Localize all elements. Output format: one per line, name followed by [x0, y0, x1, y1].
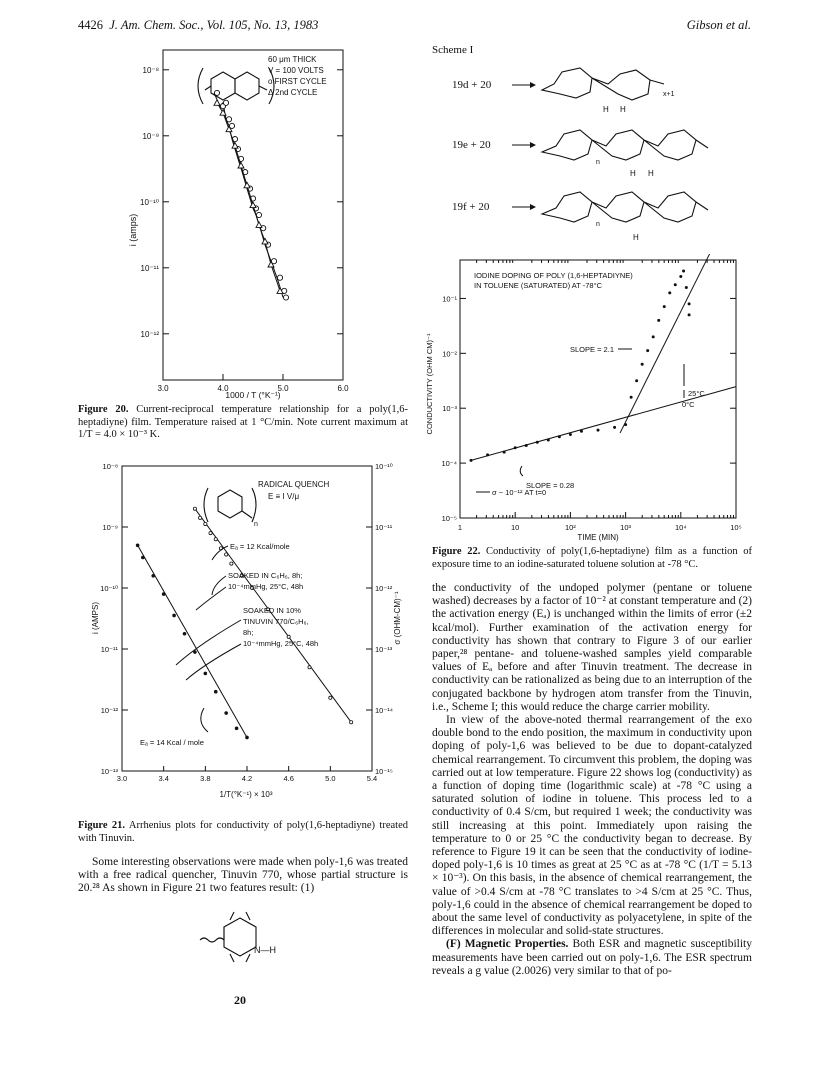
fig20-point-triangle — [214, 100, 220, 106]
scheme-row-0-sub: x+1 — [663, 91, 675, 98]
fig21-point-open — [214, 538, 217, 541]
right-paragraph-1: the conductivity of the undoped polymer (pentane or toluene washed) decreases by a factor of 10⁻² at constant temperature and (2) the activation energy (Eₐ) is unchanged within the limits of error (±2 kcal/mol). Further examination of the activation energy for conductivity has shown that contrary to Figure 3 of our earlier paper,²⁸ pentane- and toluene-washed samples yield comparable values of Eₐ before and after Tinuvin treatment. The decrease in conductivity can be rationalized as being due to an interruption of the conjugated backbone by hydrogen atom transfer from the Tinuvin, i.e., Scheme I; this would reduce the charge carrier mobility. — [432, 582, 752, 713]
fig21-point-filled — [151, 574, 155, 578]
fig21-xtick-label: 4.6 — [283, 774, 294, 783]
fig22-point — [646, 349, 649, 352]
fig21-point-open — [230, 562, 233, 565]
fig22-t0: σ ~ 10⁻¹² AT t=0 — [492, 488, 547, 497]
journal-citation: J. Am. Chem. Soc., Vol. 105, No. 13, 1983 — [109, 18, 319, 32]
fig20-ylabel: i (amps) — [128, 213, 138, 247]
fig21-ytick-label-left: 10⁻⁸ — [102, 462, 118, 471]
fig21-point-filled — [245, 736, 249, 740]
fig22-title1: IODINE DOPING OF POLY (1,6-HEPTADIYNE) — [474, 271, 633, 280]
fig22-point — [547, 439, 550, 442]
fig21-annotations — [140, 542, 318, 747]
fig21-point-filled — [214, 690, 218, 694]
figure-20-caption — [78, 404, 408, 442]
fig22-point — [635, 379, 638, 382]
right-paragraph-3 — [432, 938, 752, 978]
fig22-point — [652, 335, 655, 338]
fig20-point-circle — [214, 90, 219, 95]
fig22-point — [682, 269, 685, 272]
fig22-xtick-label: 10³ — [620, 523, 632, 532]
fig22-xtick-label: 10⁵ — [730, 523, 742, 532]
fig21-point-filled — [224, 711, 228, 715]
fig22-leaders — [476, 349, 684, 492]
fig21-ann-soak1-b: 10⁻⁴mmHg, 25°C, 48h — [228, 582, 304, 591]
scheme-row-0-h1: H — [603, 105, 609, 114]
fig22-point — [657, 319, 660, 322]
fig22-ylabel: CONDUCTIVITY (OHM CM)⁻¹ — [425, 333, 434, 435]
figure-21-caption — [78, 820, 408, 845]
fig21-xtick-label: 3.4 — [158, 774, 169, 783]
fig20-legend — [268, 55, 327, 97]
fig21-point-open — [199, 516, 202, 519]
fig21-point-open — [193, 507, 196, 510]
fig22-point — [558, 435, 561, 438]
fig22-point — [613, 426, 616, 429]
fig21-caption-label: Figure 21. — [78, 820, 126, 831]
fig21-point-filled — [172, 614, 176, 618]
fig21-ann-soak2-d: 10⁻⁴mmHg, 25°C, 48h — [243, 639, 319, 648]
fig22-point — [525, 444, 528, 447]
fig21-xtick-label: 4.2 — [241, 774, 253, 783]
scheme-row-1-sub: n — [596, 159, 600, 166]
figure-22-caption — [432, 546, 752, 571]
fig22-point — [503, 451, 506, 454]
fig21-point-filled — [235, 727, 239, 731]
fig20-point-circle — [277, 275, 282, 280]
fig21-point-filled — [136, 544, 140, 548]
fig22-point — [688, 313, 691, 316]
fig20-xtick-label: 5.0 — [277, 384, 289, 393]
scheme-row-2-label: 19f + 20 — [452, 201, 490, 213]
fig20-point-circle — [283, 295, 288, 300]
fig22-ytick-label: 10⁻⁵ — [441, 514, 457, 523]
page-header-left — [78, 18, 318, 33]
fig22-point — [597, 429, 600, 432]
fig22-point — [668, 291, 671, 294]
fig21-point-filled — [183, 632, 187, 636]
fig21-xtick-label: 5.4 — [366, 774, 378, 783]
fig22-point — [674, 283, 677, 286]
scheme-row-0-label: 19d + 20 — [452, 79, 492, 91]
fig21-point-filled — [141, 556, 145, 560]
fig21-ytick-label-left: 10⁻⁹ — [102, 523, 118, 532]
fig21-ytick-label-right: 10⁻¹⁵ — [375, 767, 393, 776]
fig22-xtick-label: 10 — [511, 523, 520, 532]
fig22-point — [685, 286, 688, 289]
fig21-series-line-0 — [195, 509, 351, 723]
fig20-ytick-label: 10⁻¹² — [140, 329, 159, 339]
page-header-authors: Gibson et al. — [686, 18, 751, 32]
left-paragraph-1: Some interesting observations were made when poly-1,6 was treated with a free radical quencher, Tinuvin 770, whose partial structure is 20.²⁸ As shown in Figure 21 two features result: (1) — [78, 856, 408, 895]
fig20-point-circle — [256, 212, 261, 217]
fig22-ytick-label: 10⁻⁴ — [441, 459, 457, 469]
figure-21 — [78, 450, 408, 802]
fig21-caption-text: Arrhenius plots for conductivity of poly(1,6-heptadiyne) treated with Tinuvin. — [78, 820, 408, 844]
fig22-point — [679, 275, 682, 278]
scheme-row-2-sub: n — [596, 221, 600, 228]
fig20-legend-2: o FIRST CYCLE — [268, 77, 327, 86]
scheme-row-1-h1: H — [630, 169, 636, 178]
right-paragraph-2: In view of the above-noted thermal rearrangement of the exo double bond to the endo position, the maximum in conductivity upon doping of poly-1,6 was believed to be due to dopant-catalyzed chemical rearrangement. To circumvent this problem, the doping was carried out at low temperature. Figure 22 shows log (conductivity) as a function of doping time (logarithmic scale) at -78 °C using a saturated solution of iodine in toluene. This process led to a conductivity of 0.4 S/cm, but required 1 week; the conductivity was still increasing at this point. Immediately upon raising the temperature to 0 or 25 °C the conductivity began to decrease. By reference to Figure 19 it can be seen that the conductivity of iodine-doped poly-1,6 is 10 times as great at 25 °C as at -78 °C (1/T = 5.13 × 10⁻³). On this basis, in the absence of chemical rearrangement, the value of >0.4 S/cm at -78 °C translates to >4 S/cm at 25 °C. Thus, poly-1,6 could in the absence of chemical rearrangement be doped to about the same level of conductivity as polyacetylene, in spite of the differences in molecular and solid-state structures. — [432, 714, 752, 938]
fig21-point-open — [225, 553, 228, 556]
fig22-ytick-label: 10⁻¹ — [442, 294, 457, 304]
fig22-point — [486, 453, 489, 456]
fig21-ann-ea14: Eₐ = 14 Kcal / mole — [140, 738, 204, 747]
fig22-point — [663, 305, 666, 308]
figure-22 — [418, 254, 748, 544]
fig22-ann-25: 25°C — [688, 389, 705, 398]
fig21-xtick-label: 5.0 — [325, 774, 336, 783]
compound-number-20: 20 — [234, 993, 246, 1007]
fig22-xtick-label: 10⁴ — [675, 523, 687, 532]
page-number: 4426 — [78, 18, 103, 32]
fig21-ytick-label-right: 10⁻¹³ — [375, 645, 393, 654]
fig21-title: RADICAL QUENCH — [258, 480, 330, 489]
right-column-text — [432, 582, 752, 978]
fig21-ann-soak2-a: SOAKED IN 10% — [243, 606, 301, 615]
fig21-ann-soak2-b: TINUVIN 770/C₆H₆, — [243, 617, 309, 626]
fig21-title2: E ≡ I V/μ — [268, 492, 300, 501]
fig20-ytick-label: 10⁻¹¹ — [140, 263, 159, 273]
fig20-legend-3: Δ 2nd CYCLE — [268, 88, 318, 97]
fig22-point — [569, 433, 572, 436]
fig20-xlabel: 1000 / T (°K⁻¹) — [225, 390, 281, 400]
scheme-1-title: Scheme I — [432, 44, 474, 56]
fig21-n-subscript: n — [254, 521, 258, 528]
section-f-text: Both ESR and magnetic susceptibility measurements have been carried out on poly-1,6. The ESR spectrum reveals a g value (2.0026) very similar to that of po- — [432, 938, 752, 977]
fig20-structure — [198, 68, 274, 104]
fig20-axes — [140, 66, 349, 393]
fig20-xtick-label: 4.0 — [217, 384, 229, 393]
fig20-ytick-label: 10⁻⁹ — [142, 131, 159, 141]
fig21-ytick-label-right: 10⁻¹⁰ — [375, 462, 393, 471]
fig20-caption-text: Current-reciprocal temperature relationship for a poly(1,6-heptadiyne) film. Temperature raised at 1 °C/min. Note current maximum at 1/T = 4.0 × 10⁻³ K. — [78, 404, 408, 440]
scheme-row-1-h2: H — [648, 169, 654, 178]
fig22-point — [624, 423, 627, 426]
fig22-caption-text: Conductivity of poly(1,6-heptadiyne) film as a function of exposure time to an iodine-saturated toluene solution at -78 °C. — [432, 546, 752, 570]
fig22-xtick-label: 1 — [457, 523, 463, 532]
fig21-point-filled — [162, 592, 166, 596]
scheme-row-1-label: 19e + 20 — [452, 139, 491, 151]
fig22-point — [514, 446, 517, 449]
scheme-row-19d — [452, 68, 675, 114]
fig20-legend-1: V = 100 VOLTS — [268, 66, 324, 75]
fig20-point-triangle — [256, 222, 262, 228]
fig22-ytick-label: 10⁻² — [442, 349, 457, 359]
fig20-frame — [163, 50, 343, 380]
fig21-ytick-label-right: 10⁻¹¹ — [375, 523, 393, 532]
fig20-point-circle — [223, 100, 228, 105]
fig21-ytick-label-left: 10⁻¹³ — [100, 767, 118, 776]
fig22-xlabel: TIME (MIN) — [577, 533, 619, 542]
fig22-point — [536, 441, 539, 444]
left-column-text — [78, 856, 408, 896]
fig22-ytick-label: 10⁻³ — [442, 404, 457, 414]
fig21-ylabel-left: i (AMPS) — [91, 602, 100, 634]
fig22-point — [641, 363, 644, 366]
fig22-xtick-label: 10² — [564, 523, 576, 532]
fig20-xtick-label: 6.0 — [337, 384, 349, 393]
fig21-ann-ea12: Eₐ = 12 Kcal/mole — [230, 542, 290, 551]
fig21-ytick-label-left: 10⁻¹⁰ — [100, 584, 118, 593]
fig21-point-open — [209, 532, 212, 535]
fig20-xtick-label: 3.0 — [157, 384, 169, 393]
fig20-point-circle — [226, 117, 231, 122]
fig21-point-open — [350, 721, 353, 724]
fig21-ann-soak2-c: 8h; — [243, 628, 254, 637]
fig22-title2: IN TOLUENE (SATURATED) AT -78°C — [474, 281, 603, 290]
fig22-slope-hi: SLOPE = 2.1 — [570, 345, 614, 354]
fig21-point-open — [329, 696, 332, 699]
fig20-marks — [214, 90, 289, 300]
fig22-slope-lo: SLOPE = 0.28 — [526, 481, 575, 490]
fig21-ytick-label-right: 10⁻¹⁴ — [375, 706, 394, 715]
fig21-ytick-label-right: 10⁻¹² — [375, 584, 393, 593]
structure-20-label: N—H — [254, 945, 276, 955]
fig22-point — [470, 459, 473, 462]
fig22-point — [630, 396, 633, 399]
fig21-point-open — [204, 522, 207, 525]
fig21-xtick-label: 3.8 — [200, 774, 211, 783]
fig21-ytick-label-left: 10⁻¹² — [100, 706, 118, 715]
fig21-point-filled — [204, 672, 208, 676]
fig21-xtick-label: 3.0 — [116, 774, 128, 783]
scheme-row-0-h2: H — [620, 105, 626, 114]
fig20-legend-0: 60 μm THICK — [268, 55, 317, 64]
figure-20 — [118, 40, 418, 400]
scheme-row-19f — [452, 192, 708, 242]
fig21-ytick-label-left: 10⁻¹¹ — [100, 645, 118, 654]
fig22-caption-label: Figure 22. — [432, 546, 481, 557]
fig21-point-open — [287, 635, 290, 638]
fig22-point — [688, 302, 691, 305]
fig21-ylabel-right: σ (OHM-CM)⁻¹ — [393, 591, 402, 645]
structure-20 — [190, 900, 300, 1010]
fig21-point-open — [308, 666, 311, 669]
fig20-ytick-label: 10⁻¹⁰ — [140, 197, 159, 207]
scheme-1 — [430, 60, 760, 260]
fig22-point — [580, 430, 583, 433]
fig21-ann-soak1-a: SOAKED IN C₆H₆, 8h; — [228, 571, 303, 580]
fig21-xlabel: 1/T(°K⁻¹) × 10³ — [219, 790, 273, 799]
fig22-ann-0: 0°C — [682, 400, 695, 409]
fig20-caption-label: Figure 20. — [78, 404, 129, 415]
scheme-row-2-h1: H — [633, 233, 639, 242]
section-f-heading: (F) Magnetic Properties. — [446, 938, 569, 951]
fig21-structure — [204, 488, 258, 528]
fig20-ytick-label: 10⁻⁸ — [142, 65, 159, 75]
scheme-row-19e — [452, 130, 708, 178]
